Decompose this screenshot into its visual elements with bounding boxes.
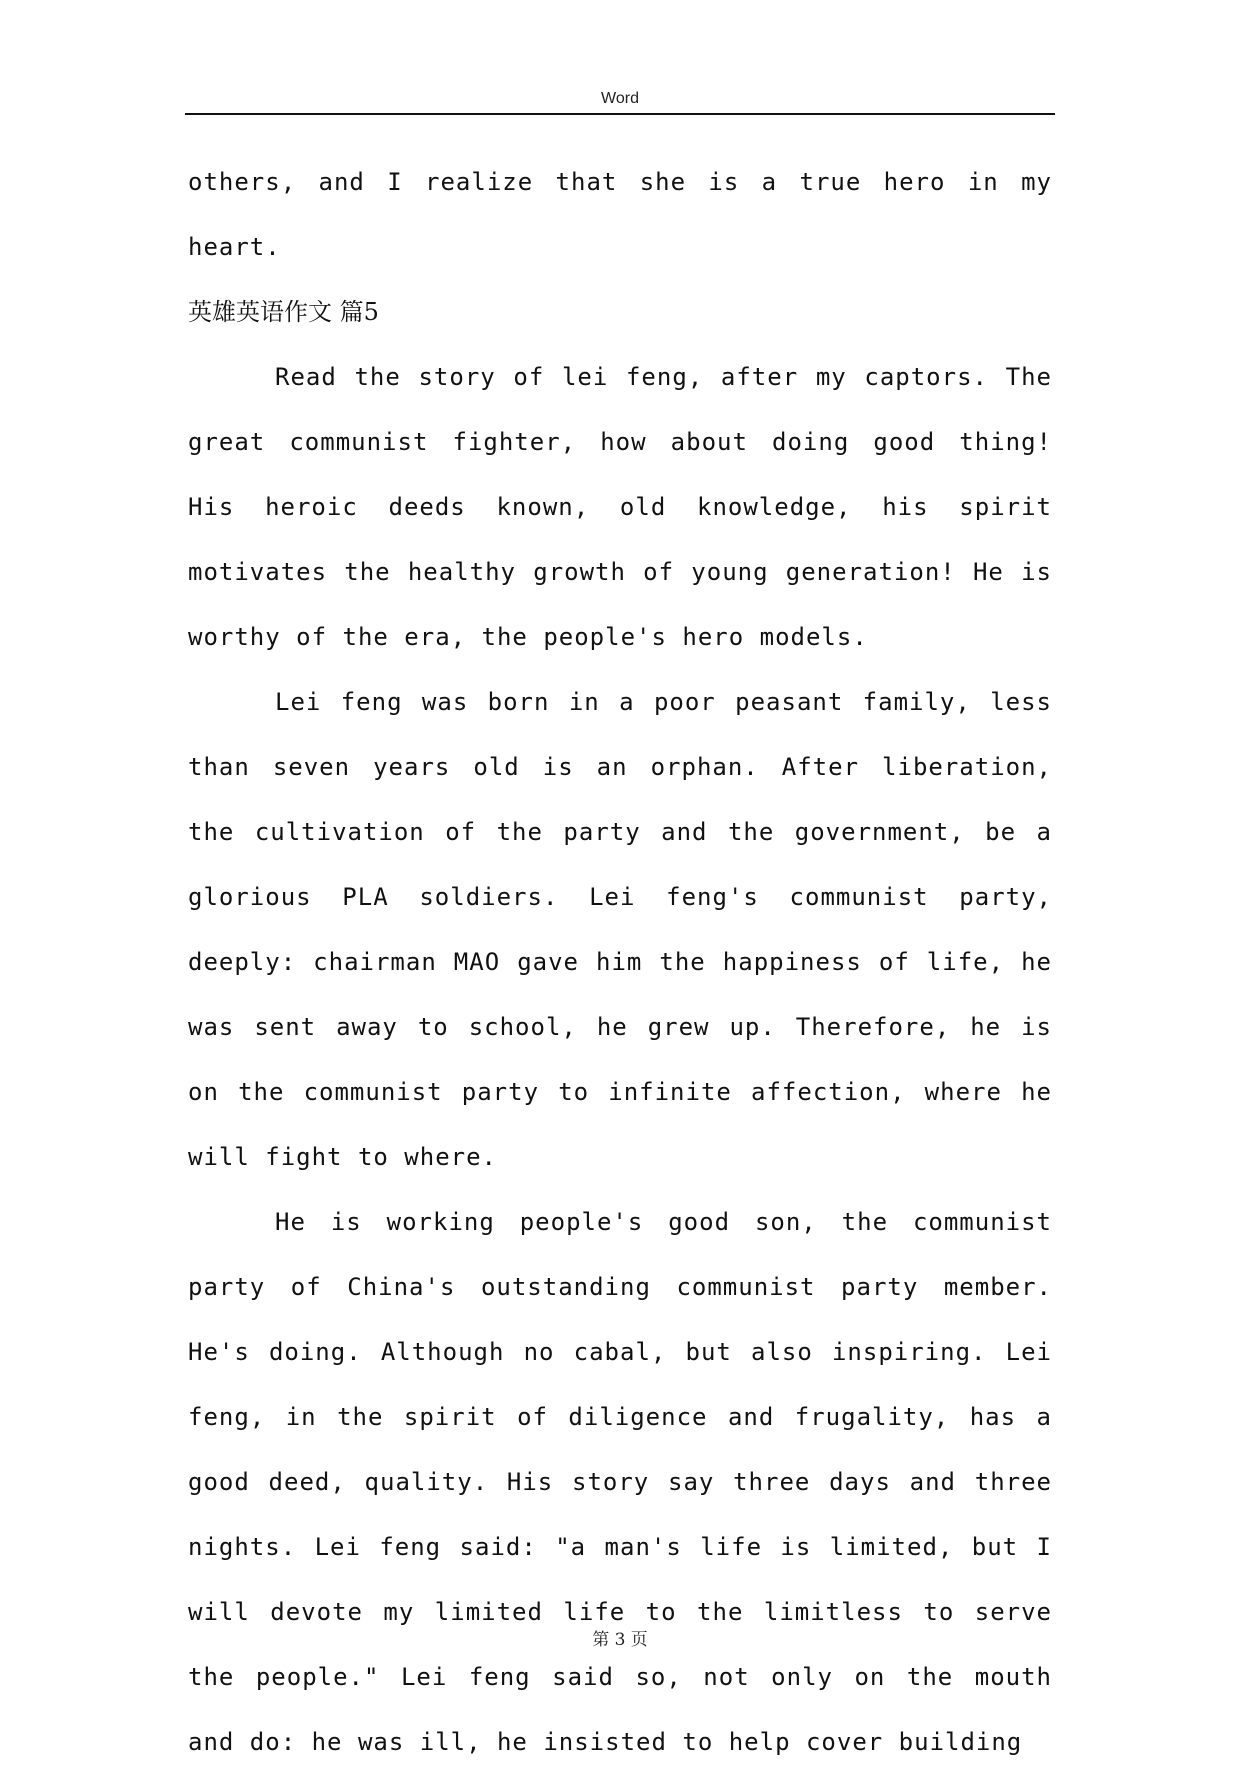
page-number: 第 3 页: [592, 1630, 648, 1650]
paragraph-2: Lei feng was born in a poor peasant family, less than seven years old is an orphan. After liberation, the cultivation of the party and the government, be a glorious PLA soldiers. Lei feng's communist party, deeply: chairman MAO gave him the happiness of life, he was sent away to school, he grew up. Therefore, he is on the communist party to infinite affection, where he will fight to where.: [188, 688, 1052, 1171]
continuation-text: others, and I realize that she is a true hero in my heart.: [188, 168, 1052, 261]
page-header-title: Word: [601, 90, 639, 107]
document-body: [188, 150, 1052, 1775]
section-heading: 英雄英语作文 篇5: [188, 298, 379, 326]
header-divider: [185, 113, 1055, 115]
paragraph-1: Read the story of lei feng, after my captors. The great communist fighter, how about doing good thing! His heroic deeds known, old knowledge, his spirit motivates the healthy growth of young generation! He is worthy of the era, the people's hero models.: [188, 363, 1052, 651]
paragraph-3: He is working people's good son, the communist party of China's outstanding communist party member. He's doing. Although no cabal, but also inspiring. Lei feng, in the spirit of diligence and frugality, has a good deed, quality. His story say three days and three nights. Lei feng said: "a man's life is limited, but I will devote my limited life to the limitless to serve the people." Lei feng said so, not only on the mouth and do: he was ill, he insisted to help cover building: [188, 1208, 1052, 1756]
